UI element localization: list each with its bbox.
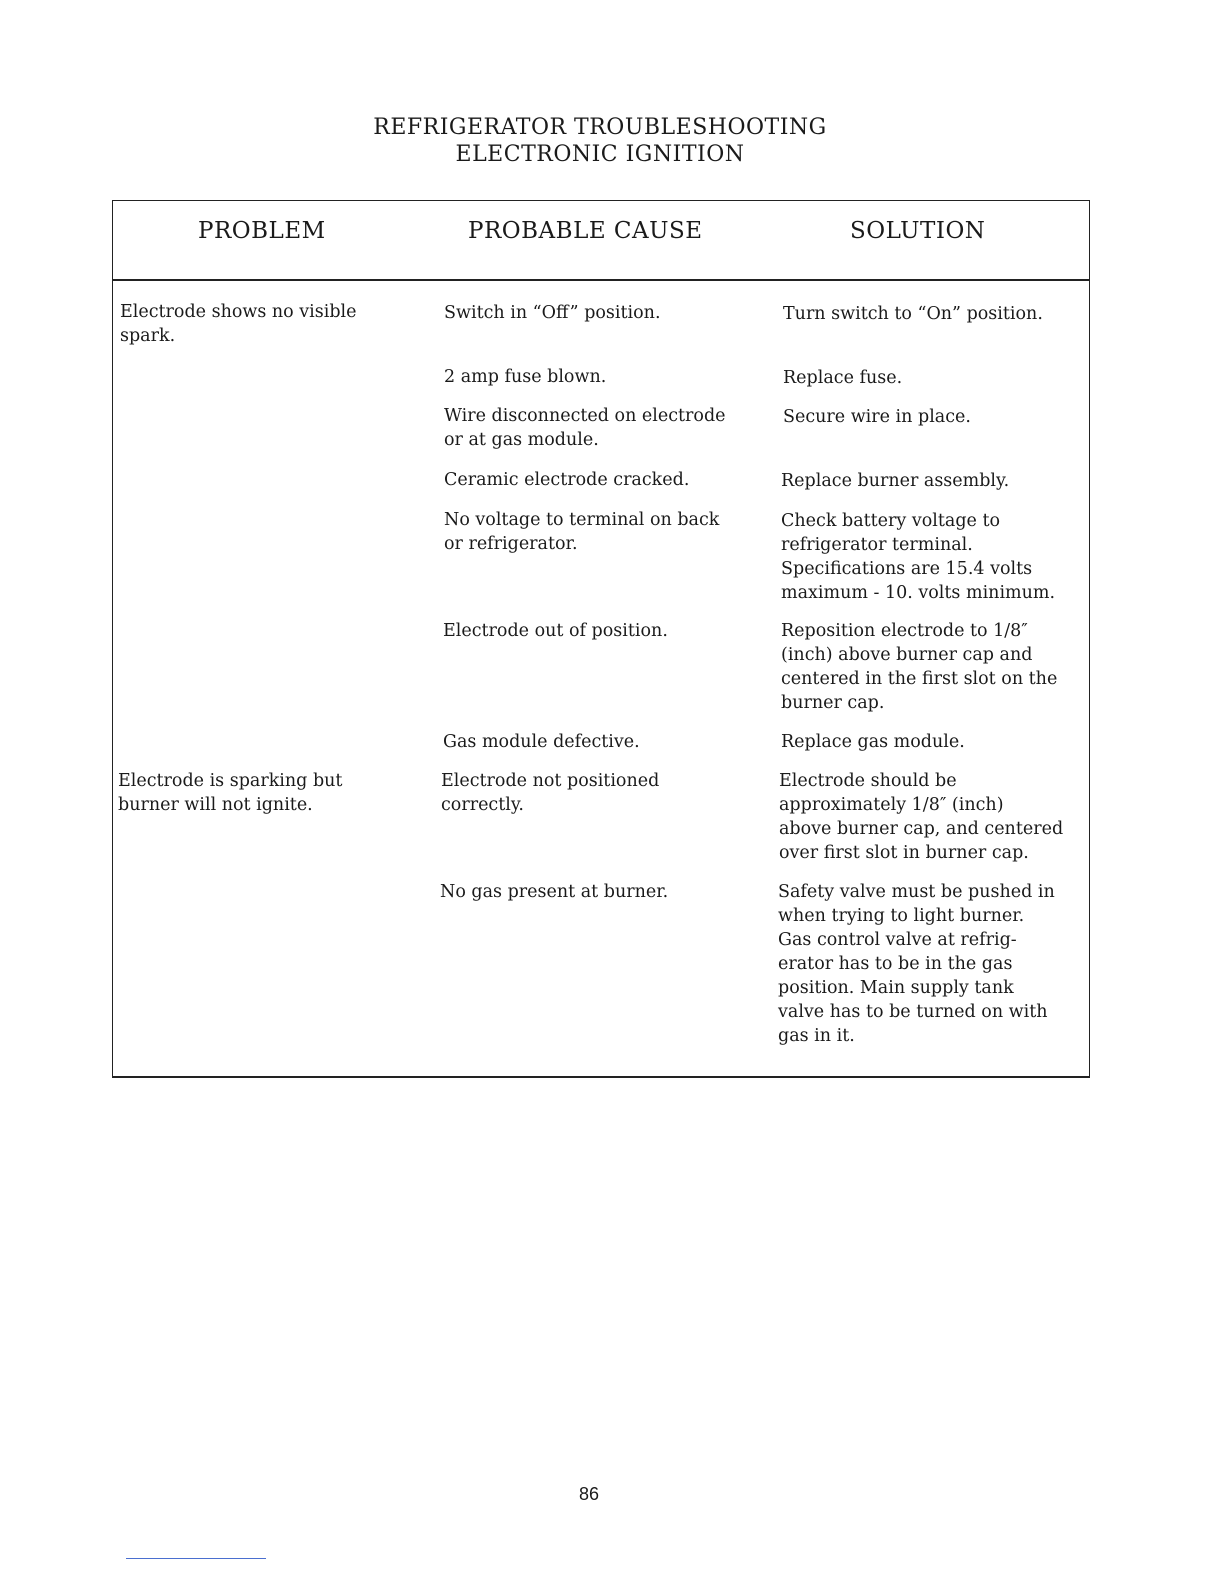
header-divider: [112, 279, 1090, 281]
solution-cell: Electrode should be approximately 1/8″ (inch) above burner cap, and centered over first slot in burner cap.: [779, 771, 1064, 863]
cause-cell: 2 amp fuse blown.: [444, 367, 607, 387]
page-subtitle: ELECTRONIC IGNITION: [455, 142, 745, 167]
page-title: REFRIGERATOR TROUBLESHOOTING: [373, 115, 827, 140]
cause-cell: Ceramic electrode cracked.: [444, 470, 690, 490]
column-header-solution: SOLUTION: [850, 218, 986, 244]
solution-cell: Replace gas module.: [781, 732, 965, 752]
cause-cell: Electrode out of position.: [443, 621, 668, 641]
solution-cell: Reposition electrode to 1/8″ (inch) above burner cap and centered in the first slot on the burner cap.: [781, 621, 1058, 713]
problem-cell: Electrode is sparking but burner will not ignite.: [118, 771, 343, 815]
cause-cell: No gas present at burner.: [440, 882, 669, 902]
cause-cell: No voltage to terminal on back or refrigerator.: [444, 510, 720, 554]
problem-cell: Electrode shows no visible spark.: [120, 302, 357, 346]
solution-cell: Replace fuse.: [783, 368, 903, 388]
column-header-cause: PROBABLE CAUSE: [468, 218, 703, 244]
solution-cell: Safety valve must be pushed in when trying to light burner. Gas control valve at refrig- erator has to be in the gas position. Main supply tank valve has to be turned on with gas in it.: [778, 882, 1055, 1046]
cause-cell: Gas module defective.: [443, 732, 640, 752]
cause-cell: Wire disconnected on electrode or at gas module.: [444, 406, 726, 450]
cause-cell: Electrode not positioned correctly.: [441, 771, 660, 815]
solution-cell: Turn switch to “On” position.: [783, 304, 1043, 324]
solution-cell: Secure wire in place.: [783, 407, 971, 427]
page-number: 86: [578, 1484, 600, 1504]
cause-cell: Switch in “Off” position.: [444, 303, 661, 323]
column-header-problem: PROBLEM: [198, 218, 326, 244]
solution-cell: Replace burner assembly.: [781, 471, 1010, 491]
footer-rule: [126, 1558, 266, 1559]
solution-cell: Check battery voltage to refrigerator terminal. Specifications are 15.4 volts maximum - 10. volts minimum.: [781, 511, 1056, 603]
